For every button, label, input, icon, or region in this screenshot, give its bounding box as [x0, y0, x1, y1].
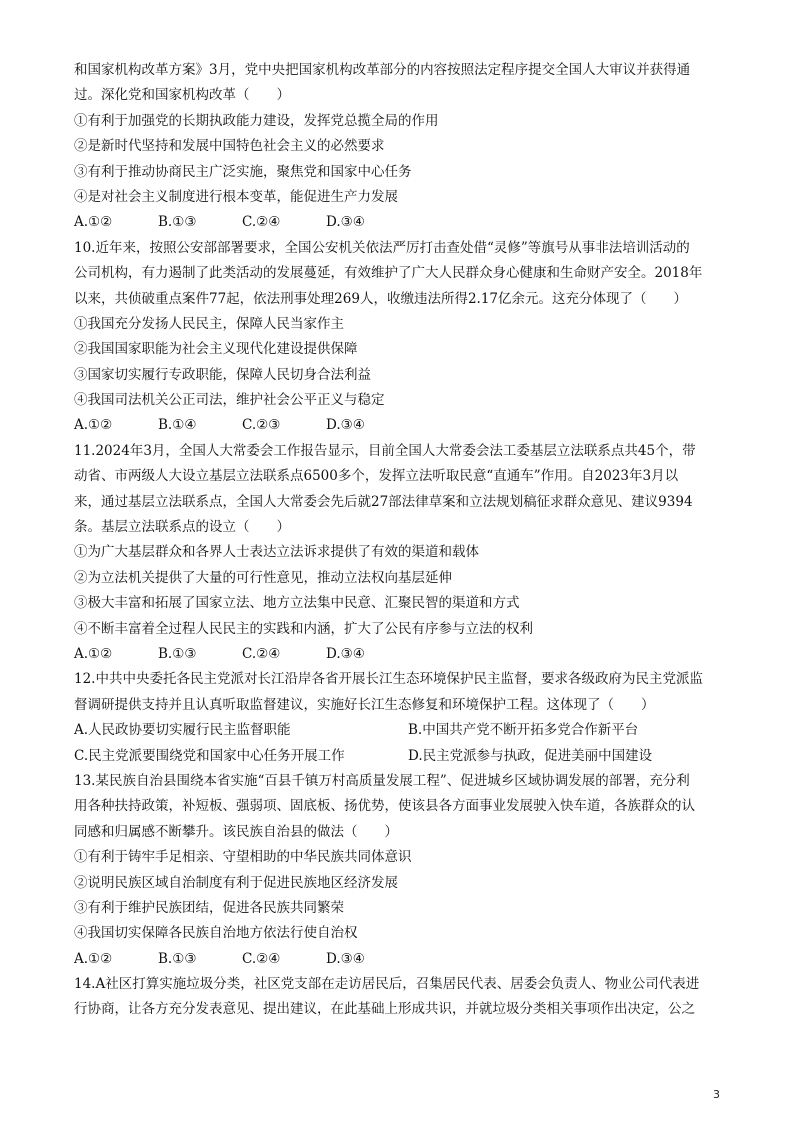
- question-11-item-2: ②为立法机关提供了大量的可行性意见，推动立法权向基层延伸: [74, 569, 452, 586]
- question-14: [74, 972, 724, 1023]
- option-c[interactable]: C.②④: [242, 645, 281, 662]
- question-13-options: [74, 947, 724, 972]
- question-12: [74, 667, 724, 769]
- question-12-options-row: [74, 744, 724, 769]
- question-12-options-row: [74, 718, 724, 743]
- question-10-item-1: ①我国充分发扬人民民主，保障人民当家作主: [74, 315, 344, 332]
- question-9-options: [74, 210, 724, 235]
- option-a[interactable]: A.①②: [74, 645, 113, 662]
- question-11-item-1: ①为广大基层群众和各界人士表达立法诉求提供了有效的渠道和载体: [74, 544, 479, 561]
- question-12-stem-line: 12.中共中央委托各民主党派对长江沿岸各省开展长江生态环境保护民主监督，要求各级政府为民主党派监: [74, 671, 703, 688]
- option-d[interactable]: D.③④: [326, 950, 365, 967]
- question-10-stem-line: 10.近年来，按照公安部部署要求，全国公安机关依法严厉打击查处借“灵修”等旗号从事非法培训活动的: [74, 239, 690, 256]
- option-a[interactable]: A.①②: [74, 417, 113, 434]
- question-9-stem-line: 过。深化党和国家机构改革（ ）: [74, 87, 290, 104]
- page-number: 3: [713, 1088, 720, 1101]
- option-b[interactable]: B.①④: [158, 417, 197, 434]
- option-d[interactable]: D.③④: [326, 417, 365, 434]
- question-9-item-1: ①有利于加强党的长期执政能力建设，发挥党总揽全局的作用: [74, 112, 439, 129]
- question-13-item-2: ②说明民族区域自治制度有利于促进民族地区经济发展: [74, 874, 398, 891]
- question-11-stem-line: 11.2024年3月，全国人大常委会工作报告显示，目前全国人大常委会法工委基层立法联系点共45个，带: [74, 442, 696, 459]
- question-10-stem-line: 公司机构，有力遏制了此类活动的发展蔓延，有效维护了广大人民群众身心健康和生命财产安全。2018年: [74, 265, 703, 282]
- option-c[interactable]: C.②④: [242, 214, 281, 231]
- question-11-item-4: ④不断丰富着全过程人民民主的实践和内涵，扩大了公民有序参与立法的权利: [74, 620, 533, 637]
- option-b[interactable]: B.①③: [158, 645, 197, 662]
- question-10-stem-line: 以来，共侦破重点案件77起，依法刑事处理269人，收缴违法所得2.17亿余元。这充分体现了（ ）: [74, 290, 688, 307]
- question-13-stem-line: 13.某民族自治县围绕本省实施“百县千镇万村高质量发展工程”、促进城乡区域协调发展的部署，充分利: [74, 772, 690, 789]
- question-11-stem-line: 条。基层立法联系点的设立（ ）: [74, 519, 290, 536]
- question-10-item-4: ④我国司法机关公正司法，维护社会公平正义与稳定: [74, 392, 385, 409]
- option-a[interactable]: A.①②: [74, 950, 113, 967]
- question-13-item-3: ③有利于维护民族团结，促进各民族共同繁荣: [74, 899, 344, 916]
- question-13: [74, 769, 724, 972]
- option-d[interactable]: D.民主党派参与执政，促进美丽中国建设: [408, 747, 653, 764]
- option-b[interactable]: B.①③: [158, 950, 197, 967]
- question-13-stem-line: 同感和归属感不断攀升。该民族自治县的做法（ ）: [74, 823, 398, 840]
- question-11: [74, 439, 724, 668]
- option-a[interactable]: A.人民政协要切实履行民主监督职能: [74, 722, 291, 739]
- question-11-item-3: ③极大丰富和拓展了国家立法、地方立法集中民意、汇聚民智的渠道和方式: [74, 595, 520, 612]
- question-9-item-4: ④是对社会主义制度进行根本变革，能促进生产力发展: [74, 188, 398, 205]
- option-a[interactable]: A.①②: [74, 214, 113, 231]
- question-14-stem-line: 14.A社区打算实施垃圾分类，社区党支部在走访居民后，召集居民代表、居委会负责人、物业公司代表进: [74, 976, 700, 993]
- exam-page: [74, 58, 724, 1023]
- question-13-item-4: ④我国切实保障各民族自治地方依法行使自治权: [74, 925, 358, 942]
- option-b[interactable]: B.①③: [158, 214, 197, 231]
- option-c[interactable]: C.②④: [242, 950, 281, 967]
- option-d[interactable]: D.③④: [326, 214, 365, 231]
- option-b[interactable]: B.中国共产党不断开拓多党合作新平台: [408, 722, 639, 739]
- question-12-stem-line: 督调研提供支持并且认真听取监督建议，实施好长江生态修复和环境保护工程。这体现了（ ）: [74, 696, 655, 713]
- option-c[interactable]: C.民主党派要围绕党和国家中心任务开展工作: [74, 747, 345, 764]
- question-14-stem-line: 行协商，让各方充分发表意见、提出建议，在此基础上形成共识，并就垃圾分类相关事项作出决定，公之: [74, 1001, 695, 1018]
- question-10: [74, 236, 724, 439]
- question-13-stem-line: 用各种扶持政策，补短板、强弱项、固底板、扬优势，使该县各方面事业发展驶入快车道，各族群众的认: [74, 798, 695, 815]
- option-c[interactable]: C.②③: [242, 417, 281, 434]
- question-9-item-3: ③有利于推动协商民主广泛实施，聚焦党和国家中心任务: [74, 163, 412, 180]
- question-10-item-3: ③国家切实履行专政职能，保障人民切身合法利益: [74, 366, 371, 383]
- question-11-stem-line: 动省、市两级人大设立基层立法联系点6500多个，发挥立法听取民意“直通车”作用。自2023年3月以: [74, 468, 679, 485]
- question-13-item-1: ①有利于铸牢手足相亲、守望相助的中华民族共同体意识: [74, 849, 412, 866]
- question-9-item-2: ②是新时代坚持和发展中国特色社会主义的必然要求: [74, 138, 385, 155]
- question-9-stem-line: 和国家机构改革方案》3月，党中央把国家机构改革部分的内容按照法定程序提交全国人大审议并获得通: [74, 62, 691, 78]
- question-9: [74, 58, 724, 236]
- question-11-options: [74, 642, 724, 667]
- question-10-options: [74, 413, 724, 438]
- option-d[interactable]: D.③④: [326, 645, 365, 662]
- question-10-item-2: ②我国国家职能为社会主义现代化建设提供保障: [74, 341, 358, 358]
- question-11-stem-line: 来，通过基层立法联系点，全国人大常委会先后就27部法律草案和立法规划稿征求群众意见、建议9394: [74, 493, 693, 510]
